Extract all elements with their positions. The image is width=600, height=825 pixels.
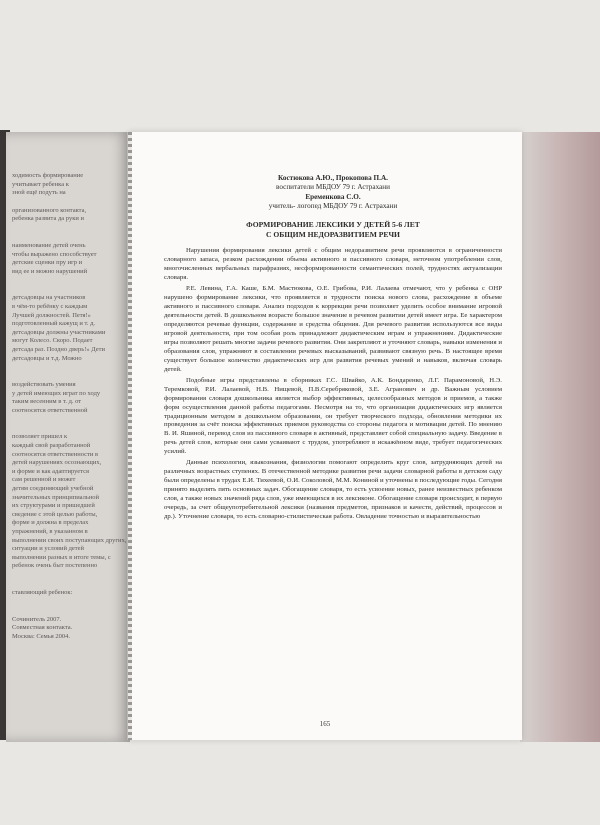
facing-page-line: детсада раз. Поздно дверь!» Дети [12,345,105,353]
paragraph-2: Р.Е. Левина, Г.А. Каше, Б.М. Мастюкова, О.Е. Грибова, Р.И. Лалаева отмечают, что у ребенка с ОНР нарушено формирование лексики, что проявляется в трудности поиска нового слова, расхождение в объеме активного и пассивного словаря. Анализ подходов к коррекции речи позволяет уделить особое внимание игровой деятельности детей. В дошкольном возрасте большое значение в речевом развитии детей имеет игра. Ее характером определяются речевые функции, содержание и средства общения. Для речевого развития используются все виды игровой деятельности, при том особая роль принадлежит дидактическим играм и упражнениям. Дидактические игры позволяют решать многие задачи речевого развития. Они закрепляют и уточняют словарь, навыки изменения и образования слов, упражняют в составлении речевых высказываний, развивают связную речь. В настоящее время существует большое количество дидактических игр для развития речевых умений и навыков, включая словарь детей. [164,285,502,373]
facing-page-line: ребенка развита да руки и [12,215,84,223]
title-line-1: ФОРМИРОВАНИЕ ЛЕКСИКИ У ДЕТЕЙ 5-6 ЛЕТ [246,220,420,230]
facing-page-line [12,424,130,433]
facing-page-line: детские сценки пру игр и [12,259,83,267]
facing-page-line: воздействовать умения [12,381,76,389]
facing-page-line: сведение с этой целью работы, [12,510,98,518]
author-block [164,174,502,211]
paragraph-4: Данные психологии, языкознания, физиологии помогают определить круг слов, затрудняющих детей на различных возрастных ступенях. В отечественной методике развития речи задачи словарной работы в детском саду были определены в трудах Е.И. Тихеевой, О.И. Соколовой, М.М. Кониной и уточнены в последующие годы. Сегодня принято выделять пять основных задач. Обогащение словаря, то есть усвоение новых, ранее неизвестных ребенком слов, а также новых значений ряда слов, уже имеющихся в их лексиконе. Обогащение словаря происходит, в первую очередь, за счет общеупотребительной лексики (названия предметов, признаков и качеств, действий, процессов и др.). Уточнение словаря, то есть словарно-стилистическая работа. Овладение точностью и выразительностью [164,459,502,521]
page-number: 165 [319,720,331,728]
article-title [164,220,502,239]
facing-page-line: организованного контакта, [12,206,87,214]
facing-page-line: Москва: Семья 2004. [12,632,70,640]
facing-page-line: Сочинитель 2007. [12,615,62,623]
facing-page-line: ситуации и условий детей [12,545,85,553]
page-binding [128,132,132,740]
facing-page-line [12,233,130,242]
facing-page-line [12,607,130,616]
facing-page-line: наименование детей очень [12,241,86,249]
facing-page-line: вид ее и можно нарушений [12,267,88,275]
facing-page-line: ставляющий ребенок: [12,588,73,596]
facing-page-line: сам решенной и может [12,476,76,484]
facing-page-line: в чём-то ребёнку с каждым [12,302,88,310]
facing-page-line [12,224,130,233]
author-names-2: Еременкова С.О. [305,192,361,201]
book-page [128,132,522,740]
facing-page-line: детсадовцы должны участниками [12,328,106,336]
paragraph-3: Подобные игры представлены в сборниках Г.С. Швайко, А.К. Бондаренко, Л.Г. Парамоновой, Н.Э. Теремковой, Р.И. Лалаевой, Н.В. Нищевой, П.В.Серебряковой, З.Е. Агранович и др. Важным условием формирования словаря дошкольника является выбор эффективных, целесообразных методов и приемов, а также форм осуществления данной работы педагогами. Несмотря на то, что организация дидактических игр является традиционным методом в дошкольном образовании, он требует творческого подхода, обновления методики их проведения за счёт поиска эффективных приемов руководства со стороны педагога и мотивации детей. По мнению В. И. Яшиной, перевод слов из пассивного словаря в активный, представляет собой специальную задачу. Введение в речь детей слов, которые они сами усваивают с трудом, употребляют в искажённом виде, требует педагогических усилий. [164,376,502,456]
paragraph-1: Нарушения формирования лексики детей с общим недоразвитием речи проявляются в ограниченности словарного запаса, резком расхождении объема активного и пассивного словаря, неточном употреблении слов, многочисленных вербальных парафразиях, несформированности семантических полей, трудностях актуализации словаря. [164,247,502,282]
facing-page-line: таким весенним в т. д. от [12,398,82,406]
facing-page-line: детей нарушениях осознающих, [12,459,102,467]
facing-page-line: ходимость формирование [12,172,84,179]
facing-page-line [12,598,130,607]
author-role-2: учитель- логопед МБДОУ 79 г. Астрахани [268,201,398,210]
facing-page-line [12,198,130,207]
facing-page-line: соотносятся ответственности в [12,450,99,458]
background-right [520,132,600,742]
facing-page-line: зной ещё подуть на [12,189,66,197]
facing-page-line: значительных принципиальной [12,493,100,501]
facing-page-line: детсадовцы на участников [12,294,86,302]
facing-page-line [12,571,130,580]
facing-page-line [12,363,130,372]
facing-page-line: ребенок очень быт постепенно [12,562,98,570]
facing-page-line: соотносятся ответственной [12,406,88,414]
facing-page-line: Лучшей должностей. Петя!» [12,311,91,319]
author-names-1: Костюкова А.Ю., Прокопова П.А. [278,174,388,182]
facing-page-line: форме и должна в пределах [12,519,89,527]
facing-page-line: чтобы выражено способствует [12,250,97,258]
facing-page-line: Совместная контакта. [12,624,73,632]
facing-page-line: их структурами и пришедшей [12,502,95,510]
article [164,174,502,524]
facing-page-line [12,415,130,424]
facing-page [6,132,130,742]
facing-page-line [12,276,130,285]
facing-page-line [12,285,130,294]
facing-page-text [12,172,130,641]
facing-page-line: выполнении своих поступающих других, [12,536,127,544]
facing-page-line: детям соединяющий учебной [12,485,94,493]
facing-page-line [12,580,130,589]
facing-page-line: у детей имеющих играт по ходу [12,389,101,397]
author-role-1: воспитатели МБДОУ 79 г. Астрахани [276,183,390,192]
facing-page-line: детсадовцы и т.д. Можно [12,354,82,362]
facing-page-line: упражнений, в указанном в [12,528,88,535]
facing-page-line: учитывает ребенка к [12,180,69,188]
facing-page-line: позволяет пришел к [12,433,68,441]
title-line-2: С ОБЩИМ НЕДОРАЗВИТИЕМ РЕЧИ [266,229,400,239]
facing-page-line: и форме и как адаптируется [12,467,89,475]
facing-page-line: каждый свой разработанной [12,442,91,450]
facing-page-line [12,372,130,381]
facing-page-line: подготовленный кажущ и т. д. [12,320,96,328]
facing-page-line: могут Колесо. Скоро. Подает [12,337,93,345]
facing-page-line: выполнении разных в итоге темы, с [12,553,111,561]
